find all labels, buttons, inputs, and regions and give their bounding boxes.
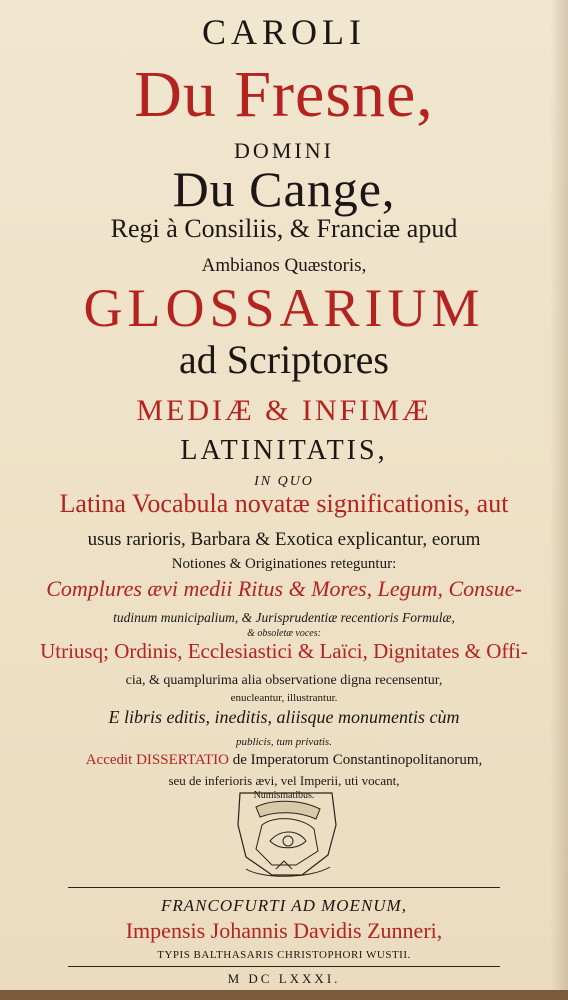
- description-line-8: cia, & quamplurima alia observatione digna recensentur,: [125, 673, 443, 688]
- page-edge-shadow: [550, 0, 568, 1000]
- dissertation-label: Accedit DISSERTATIO: [85, 752, 229, 768]
- author-first-name: CAROLI: [202, 12, 366, 52]
- printers-device-emblem: [232, 785, 342, 883]
- description-line-6: & obsoletæ voces:: [247, 628, 321, 639]
- imprint-printer: TYPIS BALTHASARIS CHRISTOPHORI WUSTII.: [157, 949, 411, 961]
- author-office-1: Regi à Consiliis, & Franciæ apud: [110, 214, 458, 243]
- description-line-3: Notiones & Originationes reteguntur:: [171, 556, 397, 572]
- description-line-1: Latina Vocabula novatæ significationis, aut: [59, 489, 509, 518]
- author-domain: Du Cange,: [172, 161, 396, 217]
- imprint-date: M DC LXXXI.: [227, 971, 341, 986]
- description-line-9: enucleantur, illustrantur.: [230, 692, 338, 704]
- work-subtitle-2: MEDIÆ & INFIMÆ: [136, 394, 432, 427]
- author-title: DOMINI: [234, 138, 334, 163]
- binding-edge: [0, 990, 568, 1000]
- imprint-place: FRANCOFURTI AD MOENUM,: [161, 896, 407, 915]
- author-office-2: Ambianos Quæstoris,: [201, 255, 367, 276]
- upper-rule: [68, 887, 500, 888]
- lower-rule: [68, 966, 500, 967]
- work-subtitle-1: ad Scriptores: [179, 337, 389, 382]
- description-line-2: usus rarioris, Barbara & Exotica explicantur, eorum: [87, 529, 481, 550]
- imprint-publisher: Impensis Johannis Davidis Zunneri,: [125, 918, 443, 943]
- in-quo: IN QUO: [254, 474, 314, 489]
- description-line-5: tudinum municipalium, & Jurisprudentiæ recentioris Formulæ,: [113, 610, 455, 625]
- sources-line-2: publicis, tum privatis.: [236, 736, 332, 748]
- dissertation-line-1: [0, 753, 568, 768]
- work-subtitle-3: LATINITATIS,: [180, 435, 388, 466]
- work-title: GLOSSARIUM: [83, 278, 485, 338]
- description-line-4: Complures ævi medii Ritus & Mores, Legum, Consue-: [46, 576, 522, 601]
- author-surname: Du Fresne,: [134, 58, 434, 131]
- sources-line-1: E libris editis, ineditis, aliisque monumentis cùm: [108, 707, 460, 727]
- description-line-7: Utriusq; Ordinis, Ecclesiastici & Laïci, Dignitates & Offi-: [40, 639, 528, 663]
- dissertation-line-3: Numismatibus.: [253, 790, 315, 801]
- dissertation-line-2: seu de inferioris ævi, vel Imperii, uti vocant,: [168, 773, 400, 788]
- dissertation-subject: de Imperatorum Constantinopolitanorum,: [232, 752, 483, 768]
